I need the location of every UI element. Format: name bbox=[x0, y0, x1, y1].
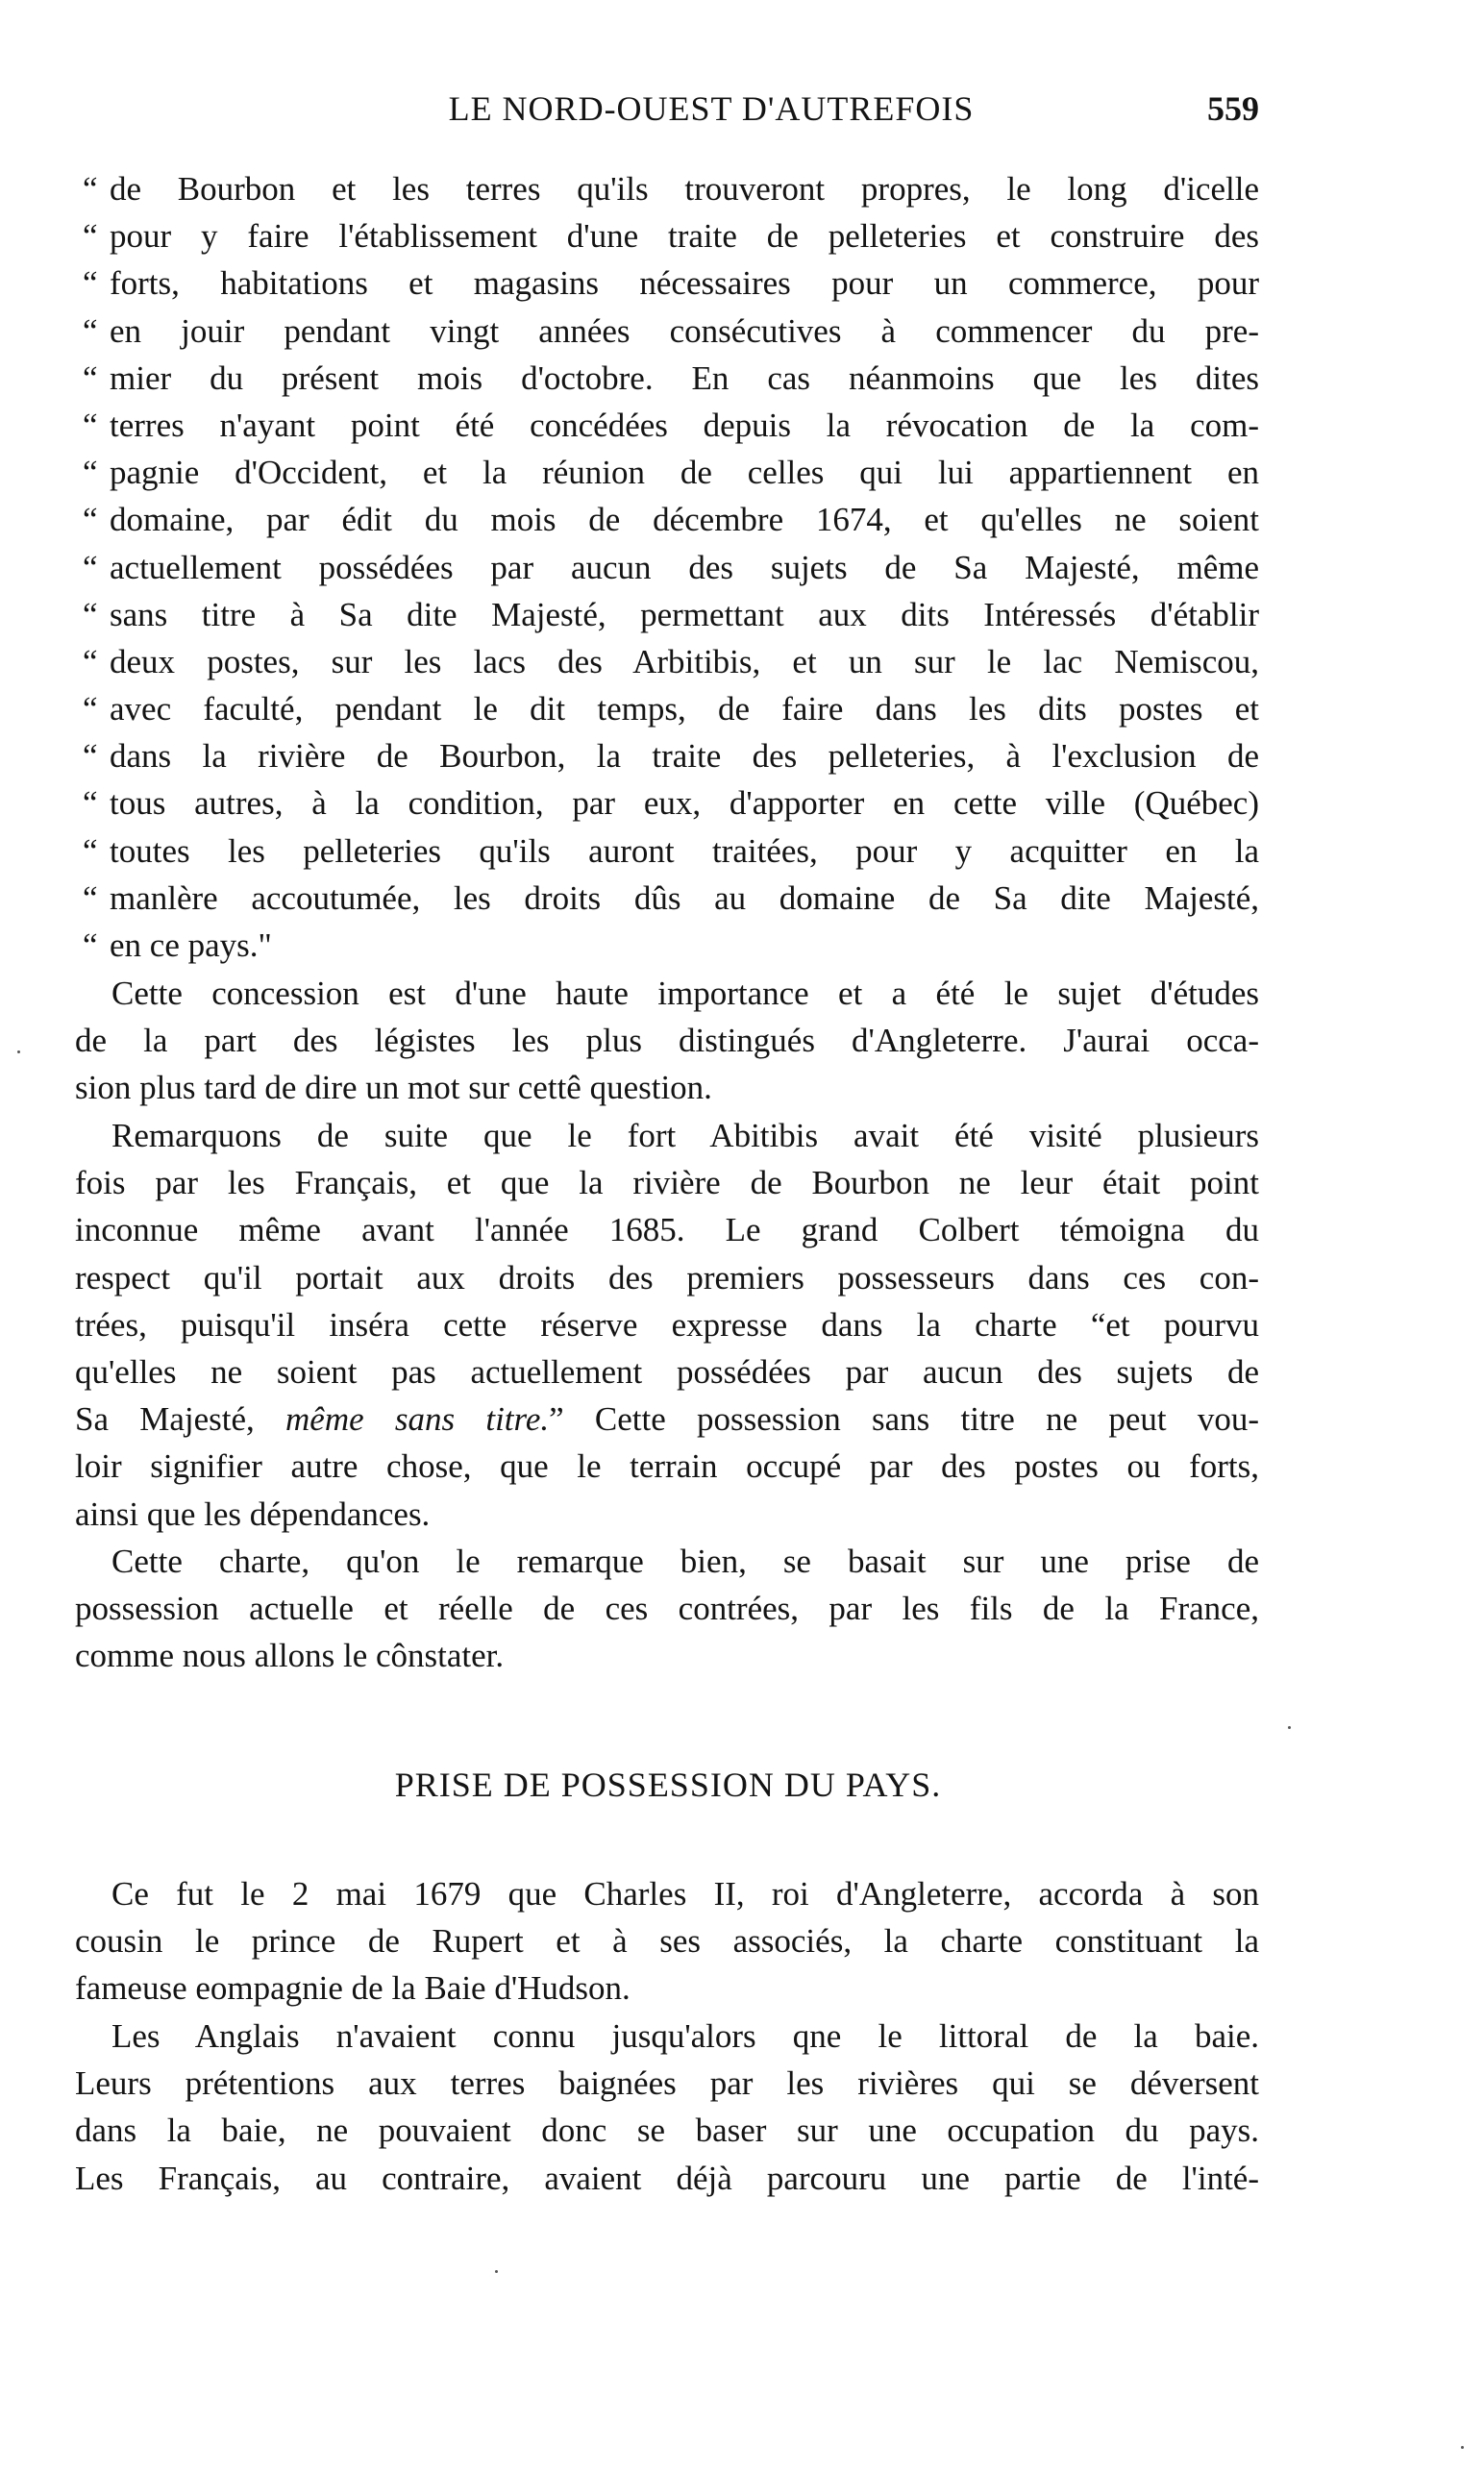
quote-mark: “ bbox=[83, 878, 98, 917]
scan-speck bbox=[1461, 2446, 1464, 2449]
charter-quote bbox=[75, 165, 1259, 969]
paragraph bbox=[75, 1112, 1259, 1538]
paragraph-line: Remarquons de suite que le fort Abitibis avait été visité plusieurs bbox=[111, 1117, 1259, 1154]
paragraph-line: Les Anglais n'avaient connu jusqu'alors qne le littoral de la baie. bbox=[111, 2017, 1259, 2055]
quote-mark: “ bbox=[83, 595, 98, 633]
scan-speck bbox=[495, 2270, 498, 2273]
quote-line: “ pagnie d'Occident, et la réunion de celles qui lui appartiennent en bbox=[75, 449, 1259, 496]
paragraph bbox=[75, 1870, 1259, 2013]
quote-line: “ en jouir pendant vingt années consécutives à commencer du pre- bbox=[75, 308, 1259, 355]
paragraph-line: ainsi que les dépendances. bbox=[75, 1494, 431, 1533]
quote-line: “ pour y faire l'établissement d'une traite de pelleteries et construire des bbox=[75, 212, 1259, 259]
quote-mark: “ bbox=[83, 264, 98, 303]
paragraph-line: Leurs prétentions aux terres baignées par les rivières qui se déversent bbox=[75, 2064, 1259, 2103]
quote-mark: “ bbox=[83, 548, 98, 586]
paragraph-line: Cette concession est d'une haute importance et a été le sujet d'études bbox=[111, 975, 1259, 1012]
quote-mark: “ bbox=[83, 690, 98, 729]
page-header bbox=[77, 88, 1259, 135]
quote-line: “ avec faculté, pendant le dit temps, de faire dans les dits postes et bbox=[75, 685, 1259, 732]
quote-mark: “ bbox=[83, 406, 98, 444]
paragraph-line: qu'elles ne soient pas actuellement possédées par aucun des sujets de bbox=[75, 1352, 1259, 1391]
paragraph-line: trées, puisqu'il inséra cette réserve expresse dans la charte “et pourvu bbox=[75, 1305, 1259, 1344]
paragraph-line: Les Français, au contraire, avaient déjà parcouru une partie de l'inté- bbox=[75, 2159, 1259, 2197]
quote-line: “ actuellement possédées par aucun des sujets de Sa Majesté, même bbox=[75, 544, 1259, 591]
paragraph-line: sion plus tard de dire un mot sur cettê question. bbox=[75, 1069, 712, 1107]
paragraph-line: fameuse eompagnie de la Baie d'Hudson. bbox=[75, 1969, 631, 2008]
quote-line: “ de Bourbon et les terres qu'ils trouveront propres, le long d'icelle bbox=[75, 165, 1259, 212]
quote-line: “ terres n'ayant point été concédées depuis la révocation de la com- bbox=[75, 402, 1259, 449]
paragraph-line: possession actuelle et réelle de ces contrées, par les fils de la France, bbox=[75, 1590, 1259, 1628]
quote-line: “ manlère accoutumée, les droits dûs au domaine de Sa dite Majesté, bbox=[75, 875, 1259, 922]
page-number: 559 bbox=[1207, 89, 1259, 128]
paragraph-line: Cette charte, qu'on le remarque bien, se basait sur une prise de bbox=[111, 1543, 1259, 1580]
quote-line: “ dans la rivière de Bourbon, la traite des pelleteries, à l'exclusion de bbox=[75, 732, 1259, 779]
quote-mark: “ bbox=[83, 217, 98, 256]
quote-line: “ toutes les pelleteries qu'ils auront traitées, pour y acquitter en la bbox=[75, 827, 1259, 875]
paragraph-line: cousin le prince de Rupert et à ses associés, la charte constituant la bbox=[75, 1922, 1259, 1961]
quote-mark: “ bbox=[83, 784, 98, 823]
paragraph-line: comme nous allons le cônstater. bbox=[75, 1637, 505, 1675]
paragraph-line: Ce fut le 2 mai 1679 que Charles II, roi d'Angleterre, accorda à son bbox=[111, 1875, 1259, 1913]
paragraph-line: inconnue même avant l'année 1685. Le grand Colbert témoigna du bbox=[75, 1211, 1259, 1249]
quote-mark: “ bbox=[83, 454, 98, 492]
scan-speck bbox=[17, 1050, 20, 1053]
quote-line: “ en ce pays." bbox=[75, 922, 1259, 969]
quote-line: “ sans titre à Sa dite Majesté, permettant aux dits Intéressés d'établir bbox=[75, 591, 1259, 638]
paragraph bbox=[75, 1538, 1259, 1680]
paragraph-line: loir signifier autre chose, que le terrain occupé par des postes ou forts, bbox=[75, 1447, 1259, 1486]
running-head: LE NORD-OUEST D'AUTREFOIS bbox=[448, 89, 975, 128]
italic-phrase: même sans titre. bbox=[285, 1400, 550, 1439]
quote-line: “ forts, habitations et magasins nécessaires pour un commerce, pour bbox=[75, 259, 1259, 307]
quote-mark: “ bbox=[83, 311, 98, 350]
quote-line: “ tous autres, à la condition, par eux, d'apporter en cette ville (Québec) bbox=[75, 779, 1259, 827]
quote-mark: “ bbox=[83, 501, 98, 539]
quote-mark: “ bbox=[83, 170, 98, 208]
paragraph bbox=[75, 970, 1259, 1112]
quote-line: “ deux postes, sur les lacs des Arbitibis, et un sur le lac Nemiscou, bbox=[75, 638, 1259, 685]
paragraph-line: fois par les Français, et que la rivière de Bourbon ne leur était point bbox=[75, 1164, 1259, 1202]
paragraph bbox=[75, 2013, 1259, 2202]
quote-mark: “ bbox=[83, 358, 98, 397]
paragraph-line: dans la baie, ne pouvaient donc se baser sur une occupation du pays. bbox=[75, 2112, 1259, 2150]
quote-mark: “ bbox=[83, 642, 98, 680]
quote-mark: “ bbox=[83, 831, 98, 870]
quote-line: “ mier du présent mois d'octobre. En cas néanmoins que les dites bbox=[75, 355, 1259, 402]
scan-speck bbox=[1288, 1726, 1291, 1729]
quote-mark: “ bbox=[83, 926, 98, 964]
paragraph-line bbox=[75, 1396, 1259, 1443]
paragraph-line: respect qu'il portait aux droits des premiers possesseurs dans ces con- bbox=[75, 1258, 1259, 1297]
line-text: ” Cette possession sans titre ne peut vou- bbox=[549, 1400, 1259, 1439]
line-text: Sa Majesté, bbox=[75, 1400, 286, 1439]
quote-line: “ domaine, par édit du mois de décembre 1674, et qu'elles ne soient bbox=[75, 496, 1259, 543]
section-title: PRISE DE POSSESSION DU PAYS. bbox=[394, 1766, 942, 1804]
quote-mark: “ bbox=[83, 737, 98, 776]
paragraph-line: de la part des légistes les plus distingués d'Angleterre. J'aurai occa- bbox=[75, 1022, 1259, 1060]
